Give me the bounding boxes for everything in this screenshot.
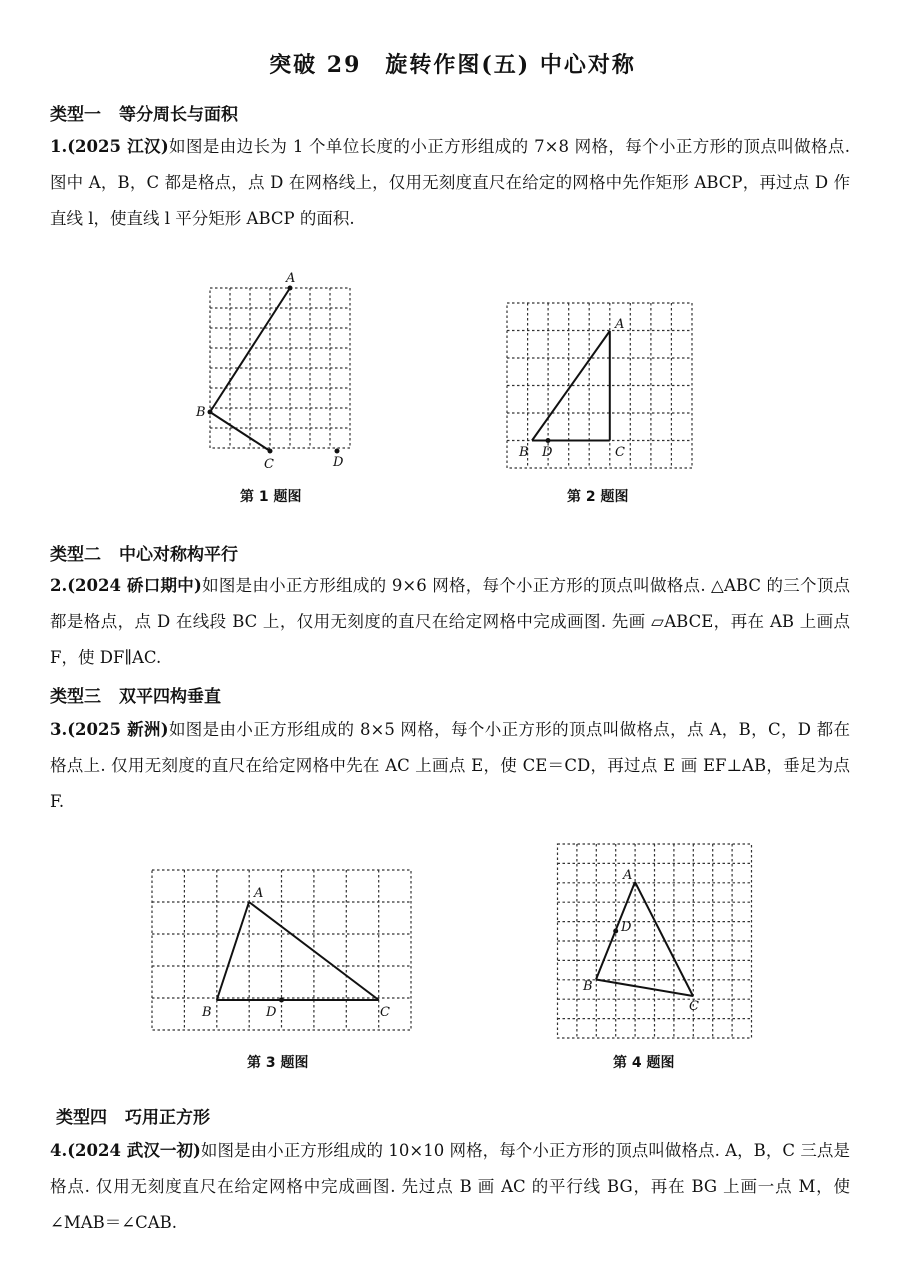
- label-a: A: [286, 271, 296, 286]
- point-d: [279, 998, 284, 1003]
- problem-number: 1.: [50, 137, 68, 156]
- figure-1: [196, 268, 360, 472]
- problem-number: 2.: [50, 576, 68, 595]
- problem-number: 4.: [50, 1141, 68, 1160]
- label-a: A: [623, 868, 633, 883]
- segment-ab: [217, 902, 249, 1000]
- page-title: 突破 29 旋转作图(五) 中心对称: [269, 52, 636, 78]
- point-b: [208, 410, 213, 415]
- figure-4: [551, 838, 756, 1043]
- label-b: B: [583, 979, 593, 994]
- section-name: 巧用正方形: [125, 1108, 210, 1128]
- section-heading-3: [50, 682, 221, 707]
- label-b: B: [202, 1005, 212, 1020]
- point-a: [288, 286, 293, 291]
- label-d: D: [266, 1005, 277, 1020]
- grid-lines: [558, 844, 752, 1038]
- section-label: 类型一: [50, 105, 101, 125]
- section-heading-2: [50, 540, 238, 565]
- figure-3: [140, 862, 425, 1037]
- section-name: 等分周长与面积: [119, 105, 238, 125]
- problem-3: [50, 712, 850, 820]
- point-c: [268, 449, 273, 454]
- label-b: B: [519, 445, 529, 460]
- figure-4-caption: 第 4 题图: [613, 1055, 675, 1071]
- problem-text: 如图是由小正方形组成的 10×10 网格，每个小正方形的顶点叫做格点. A，B，C 三点是格点. 仅用无刻度直尺在给定网格中完成画图. 先过点 B 画 AC 的平行线 BG，再在 BG 上画一点 M，使∠MAB＝∠CAB.: [50, 1141, 850, 1232]
- section-heading-4: [56, 1103, 210, 1128]
- figure-2: [497, 295, 707, 475]
- label-c: C: [264, 457, 274, 472]
- section-name: 双平四构垂直: [119, 687, 221, 707]
- label-c: C: [689, 999, 699, 1014]
- problem-text: 如图是由小正方形组成的 8×5 网格，每个小正方形的顶点叫做格点，点 A，B，C，D 都在格点上. 仅用无刻度的直尺在给定网格中先在 AC 上画点 E，使 CE＝CD，再过点 E 画 EF⊥AB，垂足为点 F.: [50, 720, 850, 811]
- point-d: [613, 929, 618, 934]
- point-d: [546, 438, 551, 443]
- figure-1-caption: 第 1 题图: [240, 489, 302, 505]
- figure-2-caption: 第 2 题图: [567, 489, 629, 505]
- label-c: C: [380, 1005, 390, 1020]
- point-d: [335, 449, 340, 454]
- problem-number: 3.: [50, 720, 68, 739]
- grid-lines: [507, 303, 692, 468]
- section-heading-1: [50, 100, 238, 125]
- label-b: B: [196, 405, 206, 420]
- problem-4: [50, 1133, 850, 1241]
- section-label: 类型四: [56, 1108, 107, 1128]
- section-label: 类型二: [50, 545, 101, 565]
- problem-source: (2025 新洲): [67, 720, 169, 739]
- grid-lines: [152, 870, 411, 1030]
- label-a: A: [615, 317, 625, 332]
- problem-source: (2024 硚口期中): [67, 576, 202, 595]
- label-a: A: [254, 886, 264, 901]
- segment-bc: [596, 980, 693, 997]
- grid-lines: [210, 288, 350, 448]
- problem-source: (2025 江汉): [67, 137, 169, 156]
- label-d: D: [542, 445, 553, 460]
- segment-ac: [635, 882, 693, 996]
- segment-bc: [210, 412, 270, 451]
- figure-3-caption: 第 3 题图: [247, 1055, 309, 1071]
- problem-text: 如图是由边长为 1 个单位长度的小正方形组成的 7×8 网格，每个小正方形的顶点叫做格点. 图中 A，B，C 都是格点，点 D 在网格线上，仅用无刻度直尺在给定的网格中先作矩形 ABCP，再过点 D 作直线 l，使直线 l 平分矩形 ABCP 的面积.: [50, 137, 850, 228]
- problem-source: (2024 武汉一初): [67, 1141, 201, 1160]
- label-d: D: [333, 455, 344, 470]
- problem-2: [50, 568, 850, 676]
- problem-text: 如图是由小正方形组成的 9×6 网格，每个小正方形的顶点叫做格点. △ABC 的三个顶点都是格点，点 D 在线段 BC 上，仅用无刻度的直尺在给定网格中完成画图. 先画 ▱ABCE，再在 AB 上画点 F，使 DF∥AC.: [50, 576, 851, 667]
- label-c: C: [615, 445, 625, 460]
- section-name: 中心对称构平行: [119, 545, 238, 565]
- section-label: 类型三: [50, 687, 101, 707]
- label-d: D: [621, 920, 632, 935]
- problem-1: [50, 129, 850, 237]
